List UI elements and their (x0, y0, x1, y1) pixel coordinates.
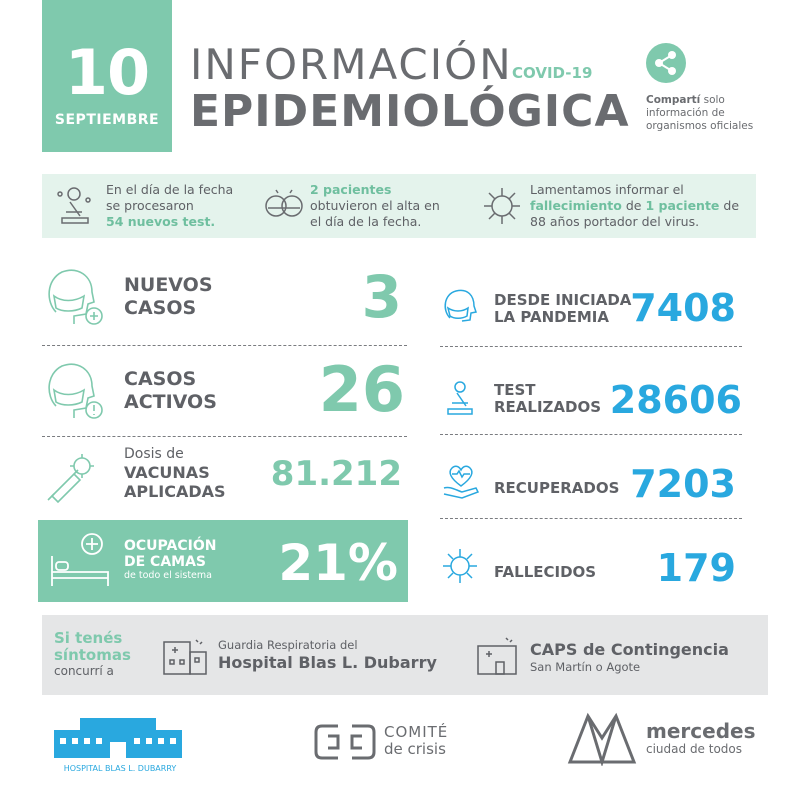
vaccines-label2: APLICADAS (124, 482, 226, 501)
comite-logo-text (384, 724, 448, 758)
comite-line2: de crisis (384, 740, 446, 758)
band-discharged-line2: obtuvieron el alta en (310, 198, 440, 213)
deceased-value: 179 (656, 546, 736, 590)
band-deaths-line1: Lamentamos informar el (530, 182, 684, 197)
virus-icon (480, 184, 524, 228)
tests-value: 28606 (609, 378, 742, 422)
masked-face-alert-icon (40, 356, 108, 422)
mercedes-line2: ciudad de todos (646, 742, 743, 756)
pandemic-value: 7408 (630, 286, 736, 330)
masked-face-icon (440, 286, 480, 326)
date-month: SEPTIEMBRE (54, 112, 160, 128)
beds-sub: de todo el sistema (124, 570, 212, 581)
recovered-value: 7203 (630, 462, 736, 506)
band-tests-line2: se procesaron (106, 198, 194, 213)
share-bold: Compartí (646, 94, 701, 106)
band-deaths-tail: de (719, 198, 740, 213)
mercedes-line1: mercedes (646, 719, 756, 743)
beds-label (124, 538, 216, 582)
hospital-small: Guardia Respiratoria del (218, 638, 358, 652)
band-deaths-mid: de (621, 198, 646, 213)
hospital-big: Hospital Blas L. Dubarry (218, 653, 437, 672)
band-deaths (530, 182, 750, 230)
divider (440, 346, 742, 347)
band-deaths-highlight1: fallecimiento (530, 198, 622, 213)
band-discharged (310, 182, 450, 230)
vaccines-label (124, 446, 226, 501)
band-tests (106, 182, 266, 230)
band-deaths-highlight2: 1 paciente (645, 198, 720, 213)
divider (440, 518, 742, 519)
share-rest2: información de (646, 107, 725, 119)
hospital-building-icon (160, 634, 210, 676)
virus-blue-icon (440, 546, 480, 586)
heart-hand-icon (440, 460, 482, 500)
symptoms-label (54, 630, 131, 678)
active-cases-label (124, 368, 217, 414)
symptoms-line3: concurrí a (54, 664, 114, 678)
recovered-label: RECUPERADOS (494, 479, 620, 497)
band-tests-highlight: 54 nuevos test. (106, 214, 216, 229)
hospital-info (218, 638, 437, 674)
deceased-label: FALLECIDOS (494, 563, 597, 581)
vaccines-label1: VACUNAS (124, 463, 210, 482)
bed-occupancy-box (38, 520, 408, 602)
masked-face-plus-icon (40, 262, 108, 328)
mercedes-logo-text (646, 720, 755, 756)
new-cases-label2: CASOS (124, 297, 197, 319)
share-icon[interactable] (646, 43, 686, 83)
divider (42, 345, 407, 346)
hospital-logo-text: HOSPITAL BLAS L. DUBARRY (63, 764, 177, 773)
new-cases-label1: NUEVOS (124, 274, 213, 296)
symptoms-line1: Si tenés (54, 629, 123, 647)
date-box (42, 0, 172, 152)
share-rest1: solo (700, 94, 725, 106)
share-rest3: organismos oficiales (646, 120, 754, 132)
divider (440, 434, 742, 435)
patients-icon (262, 186, 306, 226)
comite-line1: COMITÉ (384, 723, 449, 741)
comite-logo-icon (312, 722, 378, 762)
new-cases-value: 3 (361, 263, 402, 331)
mercedes-logo-icon (566, 708, 638, 766)
tests-label (494, 382, 601, 416)
syringe-virus-icon (44, 450, 100, 504)
covid-tag: COVID-19 (512, 64, 593, 82)
symptoms-line2: síntomas (54, 646, 131, 664)
tests-label1: TEST (494, 381, 536, 399)
active-cases-label1: CASOS (124, 368, 197, 390)
band-tests-line1: En el día de la fecha (106, 182, 234, 197)
beds-value: 21% (278, 534, 398, 592)
caps-big: CAPS de Contingencia (530, 640, 729, 659)
share-notice (646, 94, 776, 133)
band-discharged-highlight: 2 pacientes (310, 182, 392, 197)
tests-label2: REALIZADOS (494, 398, 602, 416)
hospital-logo (50, 712, 186, 762)
title-line2: EPIDEMIOLÓGICA (190, 86, 630, 137)
microscope-icon (52, 184, 96, 228)
title-line1: INFORMACIÓN (190, 40, 513, 89)
pandemic-label1: DESDE INICIADA (494, 291, 632, 309)
caps-building-icon (474, 634, 520, 676)
date-day: 10 (64, 36, 150, 109)
vaccines-value: 81.212 (270, 454, 402, 494)
band-discharged-line3: el día de la fecha. (310, 214, 422, 229)
beds-label2: DE CAMAS (124, 554, 207, 570)
divider (42, 436, 407, 437)
new-cases-label (124, 274, 213, 320)
band-deaths-line3: 88 años portador del virus. (530, 214, 700, 229)
pandemic-label (494, 292, 631, 326)
caps-small: San Martín o Agote (530, 660, 641, 674)
microscope-blue-icon (440, 378, 480, 418)
caps-info (530, 640, 729, 674)
vaccines-label0: Dosis de (124, 446, 184, 462)
pandemic-label2: LA PANDEMIA (494, 308, 609, 326)
hospital-bed-icon (48, 528, 114, 592)
beds-label1: OCUPACIÓN (124, 538, 217, 554)
active-cases-value: 26 (318, 353, 405, 426)
active-cases-label2: ACTIVOS (124, 391, 217, 413)
